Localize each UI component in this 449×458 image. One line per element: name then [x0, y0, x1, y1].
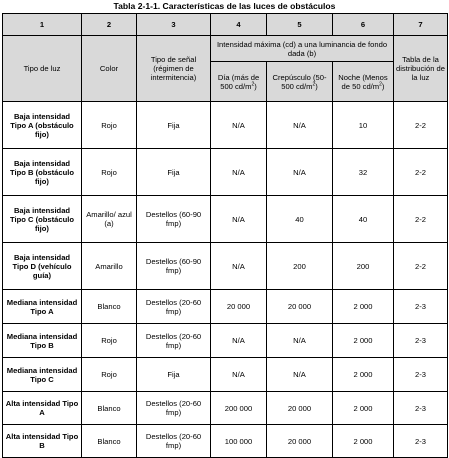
header-dia-text: Día (más de 500 cd/m	[217, 72, 260, 91]
cell-color: Rojo	[82, 324, 137, 358]
column-number: 6	[333, 14, 394, 36]
column-number: 1	[3, 14, 82, 36]
cell-tabla: 2-3	[394, 392, 448, 425]
header-intensidad: Intensidad máxima (cd) a una luminancia de fondo dada (b)	[211, 36, 394, 62]
cell-dia: N/A	[211, 102, 267, 149]
cell-tabla: 2-3	[394, 324, 448, 358]
table-row	[3, 358, 448, 392]
cell-senal: Destellos (20-60 fmp)	[137, 290, 211, 324]
cell-dia: N/A	[211, 358, 267, 392]
cell-tabla: 2-3	[394, 290, 448, 324]
header-color: Color	[82, 36, 137, 102]
cell-crepusculo: 20 000	[267, 290, 333, 324]
cell-tabla: 2-3	[394, 425, 448, 458]
superscript: 2	[379, 80, 382, 87]
cell-dia: 100 000	[211, 425, 267, 458]
cell-senal: Fija	[137, 149, 211, 196]
cell-crepusculo: N/A	[267, 324, 333, 358]
cell-tabla: 2-2	[394, 102, 448, 149]
cell-tipo: Mediana intensidad Tipo B	[3, 324, 82, 358]
table-row	[3, 290, 448, 324]
cell-noche: 32	[333, 149, 394, 196]
cell-crepusculo: 40	[267, 196, 333, 243]
cell-noche: 10	[333, 102, 394, 149]
cell-tipo: Alta intensidad Tipo B	[3, 425, 82, 458]
header-tipo-luz: Tipo de luz	[3, 36, 82, 102]
cell-senal: Fija	[137, 358, 211, 392]
cell-noche: 2 000	[333, 392, 394, 425]
superscript: 2	[312, 80, 316, 87]
cell-tipo: Baja intensidad Tipo A (obstáculo fijo)	[3, 102, 82, 149]
cell-color: Blanco	[82, 290, 137, 324]
header-noche-text: Noche (Menos de 50 cd/m	[338, 72, 388, 91]
cell-dia: 20 000	[211, 290, 267, 324]
cell-dia: N/A	[211, 149, 267, 196]
cell-tipo: Baja intensidad Tipo D (vehículo guía)	[3, 243, 82, 290]
header-dia	[211, 62, 267, 102]
header-crepusculo	[267, 62, 333, 102]
cell-color: Blanco	[82, 425, 137, 458]
header-noche	[333, 62, 394, 102]
cell-senal: Fija	[137, 102, 211, 149]
closing-paren: )	[315, 81, 318, 91]
closing-paren: )	[254, 81, 257, 91]
cell-crepusculo: 20 000	[267, 425, 333, 458]
cell-tipo: Baja intensidad Tipo C (obstáculo fijo)	[3, 196, 82, 243]
cell-crepusculo: N/A	[267, 102, 333, 149]
cell-color: Rojo	[82, 358, 137, 392]
cell-color: Blanco	[82, 392, 137, 425]
cell-noche: 2 000	[333, 425, 394, 458]
cell-noche: 2 000	[333, 358, 394, 392]
header-tipo-senal: Tipo de señal (régimen de intermitencia)	[137, 36, 211, 102]
cell-crepusculo: 200	[267, 243, 333, 290]
cell-senal: Destellos (60-90 fmp)	[137, 243, 211, 290]
column-number: 2	[82, 14, 137, 36]
cell-senal: Destellos (60-90 fmp)	[137, 196, 211, 243]
cell-crepusculo: 20 000	[267, 392, 333, 425]
cell-tabla: 2-3	[394, 358, 448, 392]
column-number: 4	[211, 14, 267, 36]
cell-dia: N/A	[211, 196, 267, 243]
cell-senal: Destellos (20-60 fmp)	[137, 425, 211, 458]
table-row	[3, 102, 448, 149]
table-row	[3, 149, 448, 196]
cell-tabla: 2-2	[394, 243, 448, 290]
obstacle-lights-table	[2, 13, 448, 458]
header-row	[3, 36, 448, 62]
column-number-row	[3, 14, 448, 36]
cell-noche: 200	[333, 243, 394, 290]
superscript: 2	[251, 80, 255, 87]
cell-noche: 2 000	[333, 290, 394, 324]
closing-paren: )	[381, 81, 385, 91]
cell-color: Amarillo	[82, 243, 137, 290]
table-title: Tabla 2-1-1. Características de las luces de obstáculos	[113, 1, 336, 11]
table-row	[3, 196, 448, 243]
header-tabla: Tabla de la distribución de la luz	[394, 36, 448, 102]
column-number: 3	[137, 14, 211, 36]
cell-crepusculo: N/A	[267, 149, 333, 196]
cell-color: Amarillo/ azul (a)	[82, 196, 137, 243]
cell-noche: 2 000	[333, 324, 394, 358]
table-row	[3, 425, 448, 458]
cell-tipo: Baja intensidad Tipo B (obstáculo fijo)	[3, 149, 82, 196]
cell-senal: Destellos (20-60 fmp)	[137, 392, 211, 425]
cell-tabla: 2-2	[394, 196, 448, 243]
cell-dia: 200 000	[211, 392, 267, 425]
cell-tabla: 2-2	[394, 149, 448, 196]
header-crepusculo-text: Crepúsculo (50-500 cd/m	[272, 72, 327, 91]
table-row	[3, 392, 448, 425]
cell-tipo: Mediana intensidad Tipo A	[3, 290, 82, 324]
cell-dia: N/A	[211, 324, 267, 358]
cell-color: Rojo	[82, 102, 137, 149]
column-number: 7	[394, 14, 448, 36]
cell-senal: Destellos (20-60 fmp)	[137, 324, 211, 358]
table-row	[3, 243, 448, 290]
cell-crepusculo: N/A	[267, 358, 333, 392]
column-number: 5	[267, 14, 333, 36]
table-row	[3, 324, 448, 358]
cell-tipo: Alta intensidad Tipo A	[3, 392, 82, 425]
cell-color: Rojo	[82, 149, 137, 196]
cell-dia: N/A	[211, 243, 267, 290]
cell-tipo: Mediana intensidad Tipo C	[3, 358, 82, 392]
cell-noche: 40	[333, 196, 394, 243]
